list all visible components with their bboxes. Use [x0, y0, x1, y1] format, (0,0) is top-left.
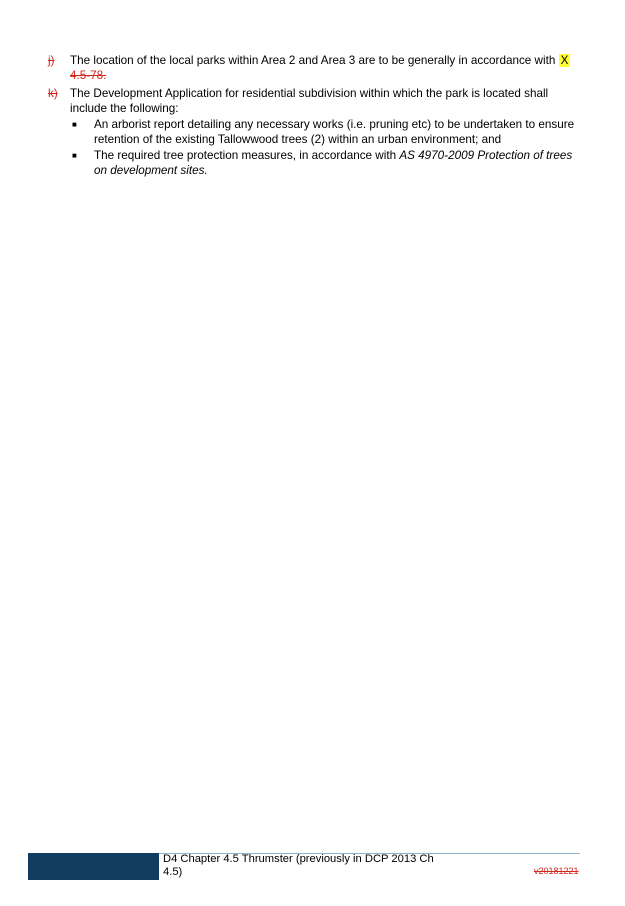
list-item-k [48, 86, 593, 118]
item-j-line1: The location of the local parks within Area 2 and Area 3 are to be generally in accordance with X [70, 54, 569, 67]
bullet-1-line1: An arborist report detailing any necessary works (i.e. pruning etc) to be undertaken to ensure [94, 118, 575, 131]
item-k-line2: include the following: [70, 102, 179, 115]
footer-title: D4 Chapter 4.5 Thrumster (previously in DCP 2013 Ch 4.5) [163, 853, 434, 878]
bullet-icon: ■ [72, 151, 77, 160]
footer-color-block [28, 853, 159, 880]
item-marker-k: k) [48, 87, 58, 100]
bullet-icon: ■ [72, 120, 77, 129]
deleted-reference: 4.5-78. [70, 69, 107, 82]
footer-version: v20181221 [534, 866, 579, 876]
bullet-2-line1: The required tree protection measures, in accordance with AS 4970-2009 Protection of trees [94, 149, 573, 162]
item-k-line1: The Development Application for residential subdivision within which the park is located shall [70, 87, 549, 100]
list-item-j [48, 53, 593, 85]
bullet-2-line2: on development sites. [94, 164, 208, 177]
bullet-1-line2: retention of the existing Tallowwood trees (2) within an urban environment; and [94, 133, 502, 146]
item-marker-j: j) [48, 54, 55, 67]
highlighted-reference: X [560, 54, 569, 67]
